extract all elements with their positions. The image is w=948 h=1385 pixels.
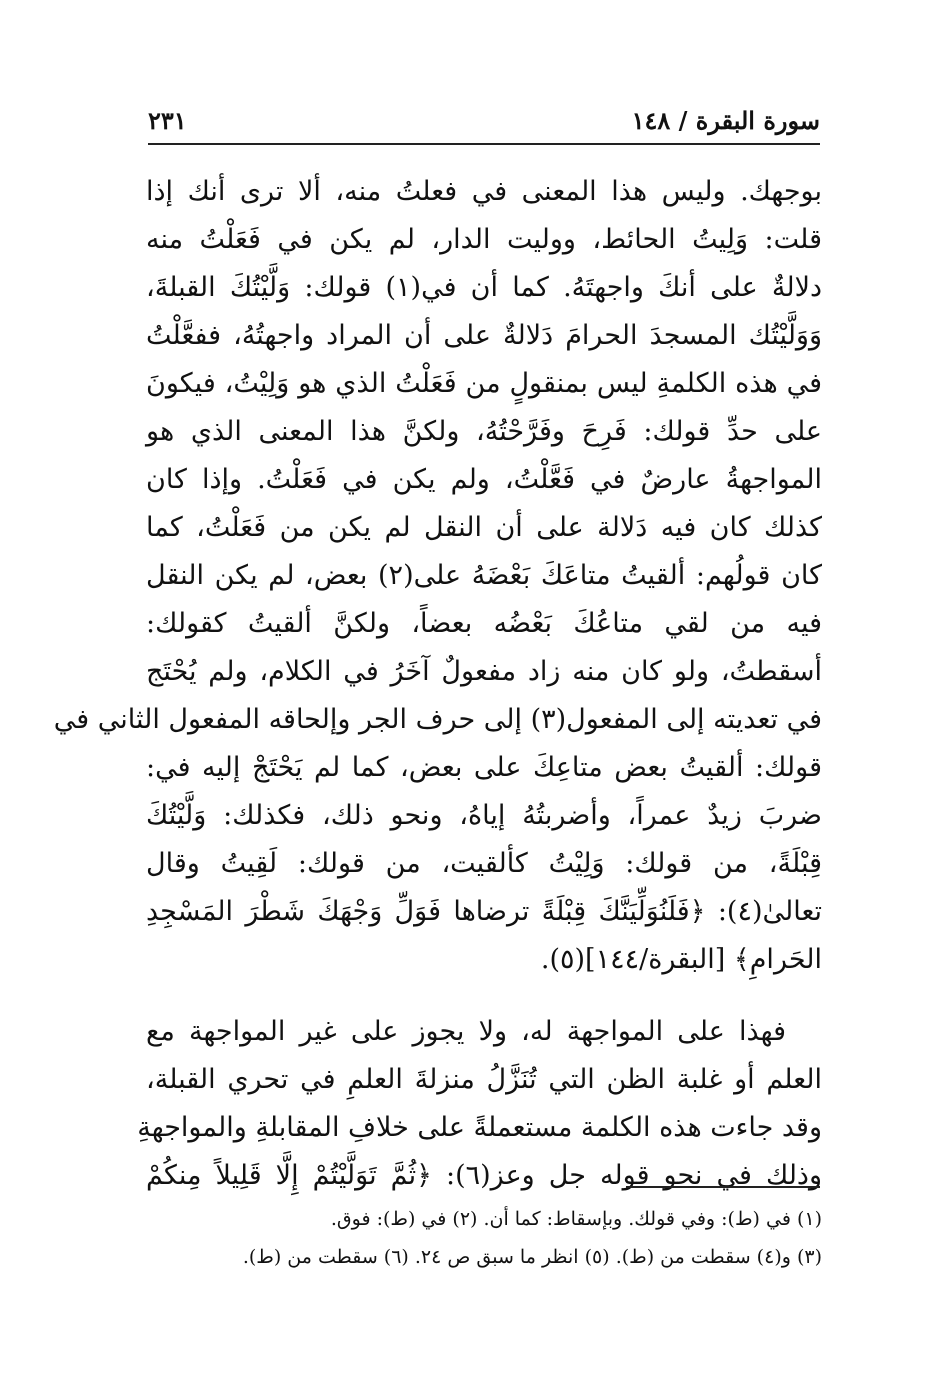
text-line: وذلك في نحو قوله جل وعز(٦): ﴿ثُمَّ تَوَلَّيْتُمْ إِلَّا قَلِيلاً مِنكُمْ	[146, 1160, 822, 1191]
paragraph-gap	[146, 984, 822, 1008]
text-line: المواجهةُ عارضٌ في فَعَّلْتُ، ولم يكن في فَعَلْتُ. وإذا كان	[146, 464, 822, 495]
text-line: قِبْلَةً، من قولك: وَلِيْتُ كألقيت، من قولك: لَقِيتُ وقال	[146, 848, 822, 879]
text-line: في هذه الكلمةِ ليس بمنقولٍ من فَعَلْتُ الذي هو وَلِيْتُ، فيكونَ	[146, 368, 822, 399]
text-line: كذلك كان فيه دَلالة على أن النقل لم يكن من فَعَلْتُ، كما	[146, 512, 822, 543]
text-line: قولك: ألقيتُ بعض متاعِكَ على بعض، كما لم يَحْتَجْ إليه في:	[146, 752, 822, 783]
footnotes	[146, 1200, 822, 1276]
text-line: قلت: وَلِيتُ الحائط، ووليت الدار، لم يكن في فَعَلْتُ منه	[146, 224, 822, 255]
main-text	[53, 168, 822, 1200]
text-line: ضربَ زيدٌ عمراً، وأضربتُهُ إياهُ، ونحو ذلك، فكذلك: وَلَّيْتُكَ	[146, 800, 822, 831]
text-line: فهذا على المواجهة له، ولا يجوز على غير المواجهة مع	[146, 1016, 786, 1047]
header-rule	[148, 143, 820, 145]
paragraph-1	[53, 168, 822, 984]
text-line: الحَرامِ﴾ [البقرة/١٤٤](٥).	[540, 944, 822, 975]
text-line: فيه من لقي متاعُكَ بَعْضُه بعضاً، ولكنَّ ألقيتُ كقولك:	[146, 608, 822, 639]
text-line: كان قولُهم: ألقيتُ متاعَكَ بَعْضَهُ على(٢) بعض، لم يكن النقل	[146, 560, 822, 591]
text-line: في تعديته إلى المفعول(٣) إلى حرف الجر وإلحاقه المفعول الثاني في	[53, 704, 822, 735]
running-header	[148, 104, 820, 146]
text-line: أسقطتُ، ولو كان منه زاد مفعولٌ آخَرُ في الكلام، ولم يُحْتَج	[146, 656, 822, 687]
paragraph-2	[137, 1008, 822, 1200]
text-line: دلالةٌ على أنكَ واجهتَهُ. كما أن في(١) قولك: وَلَّيْتُكَ القبلةَ،	[146, 272, 822, 303]
text-line: العلم أو غلبة الظن التي تُنَزَّلُ منزلةَ العلمِ في تحري القبلة،	[146, 1064, 822, 1095]
footnote-line: (٣) و(٤) سقطت من (ط). (٥) انظر ما سبق ص ٢٤. (٦) سقطت من (ط).	[242, 1246, 822, 1268]
text-line: وَوَلَّيْتُك المسجدَ الحرامَ دَلالةٌ على أن المراد واجهتُهُ، ففعَّلْتُ	[146, 320, 822, 351]
footnote-line: (١) في (ط): وفي قولك. وبإسقاط: كما أن. (٢) في (ط): فوق.	[330, 1208, 822, 1230]
text-line: بوجهك. وليس هذا المعنى في فعلتُ منه، ألا ترى أنك إذا	[146, 176, 822, 207]
text-line: على حدِّ قولك: فَرِحَ وفَرَّحْتُهُ، ولكنَّ هذا المعنى الذي هو	[146, 416, 822, 447]
header-title: سورة البقرة / ١٤٨	[631, 106, 820, 135]
footnote-rule	[626, 1186, 820, 1188]
text-line: تعالىٰ(٤): ﴿فَلَنُوَلِّيَنَّكَ قِبْلَةً ترضاها فَوَلِّ وَجْهَكَ شَطْرَ المَسْجِدِ	[146, 896, 822, 927]
page-number: ٢٣١	[148, 106, 187, 135]
text-line: وقد جاءت هذه الكلمة مستعملةً على خلافِ المقابلةِ والمواجهةِ	[137, 1112, 822, 1143]
